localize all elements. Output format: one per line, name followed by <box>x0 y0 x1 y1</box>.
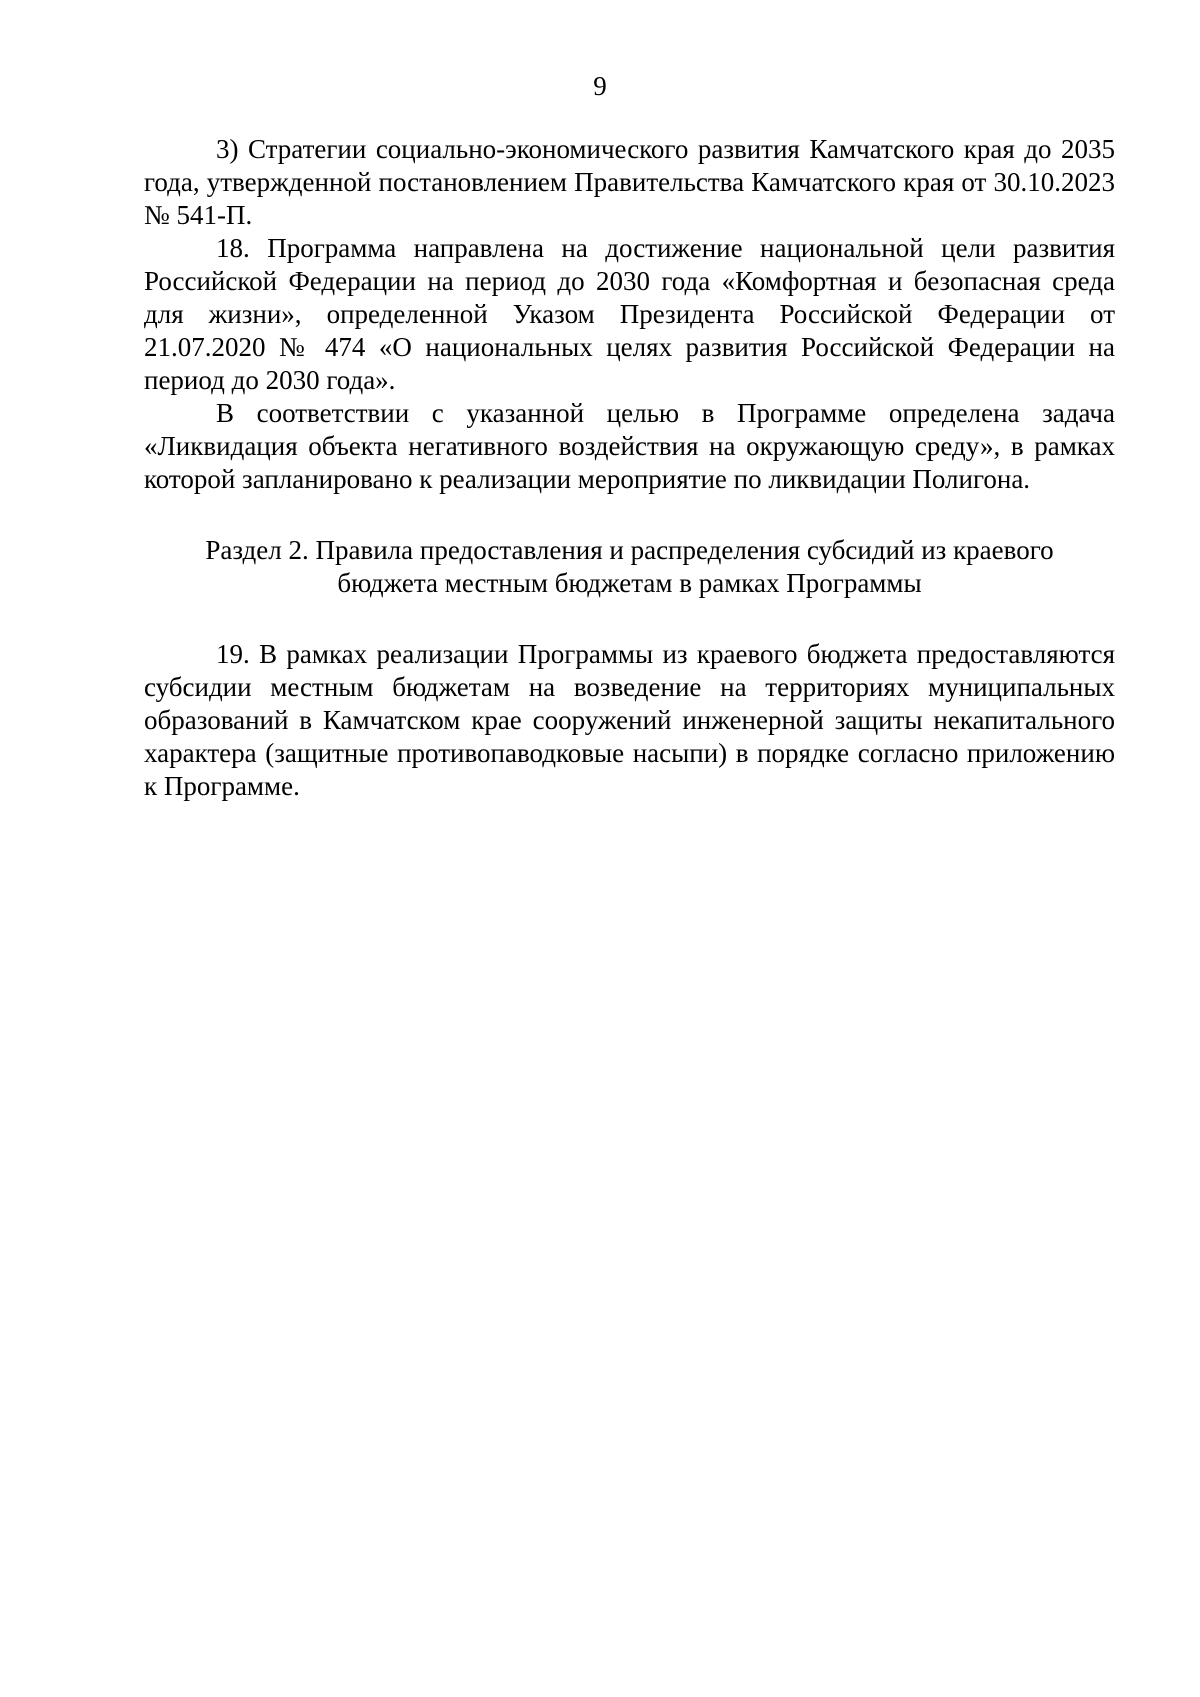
paragraph-19-subsidies: 19. В рамках реализации Программы из краевого бюджета предоставляются субсидии местным бюджетам на возведение на территориях муниципальных образований в Камчатском крае сооружений инженерной защиты некапитального характера (защитные противопаводковые насыпи) в порядке согласно приложению к Программе. <box>144 639 1115 801</box>
paragraph-18-national-goal: 18. Программа направлена на достижение национальной цели развития Российской Федерации на период до 2030 года «Комфортная и безопасная среда для жизни», определенной Указом Президента Российской Федерации от 21.07.2020 № 474 «О национальных целях развития Российской Федерации на период до 2030 года». <box>144 233 1115 395</box>
section-heading-line-2: бюджета местным бюджетам в рамках Программы <box>337 568 922 598</box>
section-heading-line-1: Раздел 2. Правила предоставления и распределения субсидий из краевого <box>205 535 1054 565</box>
paragraph-item-3-strategy: 3) Стратегии социально-экономического развития Камчатского края до 2035 года, утвержденной постановлением Правительства Камчатского края от 30.10.2023 № 541-П. <box>144 134 1115 230</box>
section-heading <box>144 534 1115 600</box>
document-body <box>144 133 1115 803</box>
paragraph-task-liquidation: В соответствии с указанной целью в Программе определена задача «Ликвидация объекта негативного воздействия на окружающую среду», в рамках которой запланировано к реализации мероприятие по ликвидации Полигона. <box>144 398 1115 494</box>
page-number: 9 <box>593 71 607 101</box>
